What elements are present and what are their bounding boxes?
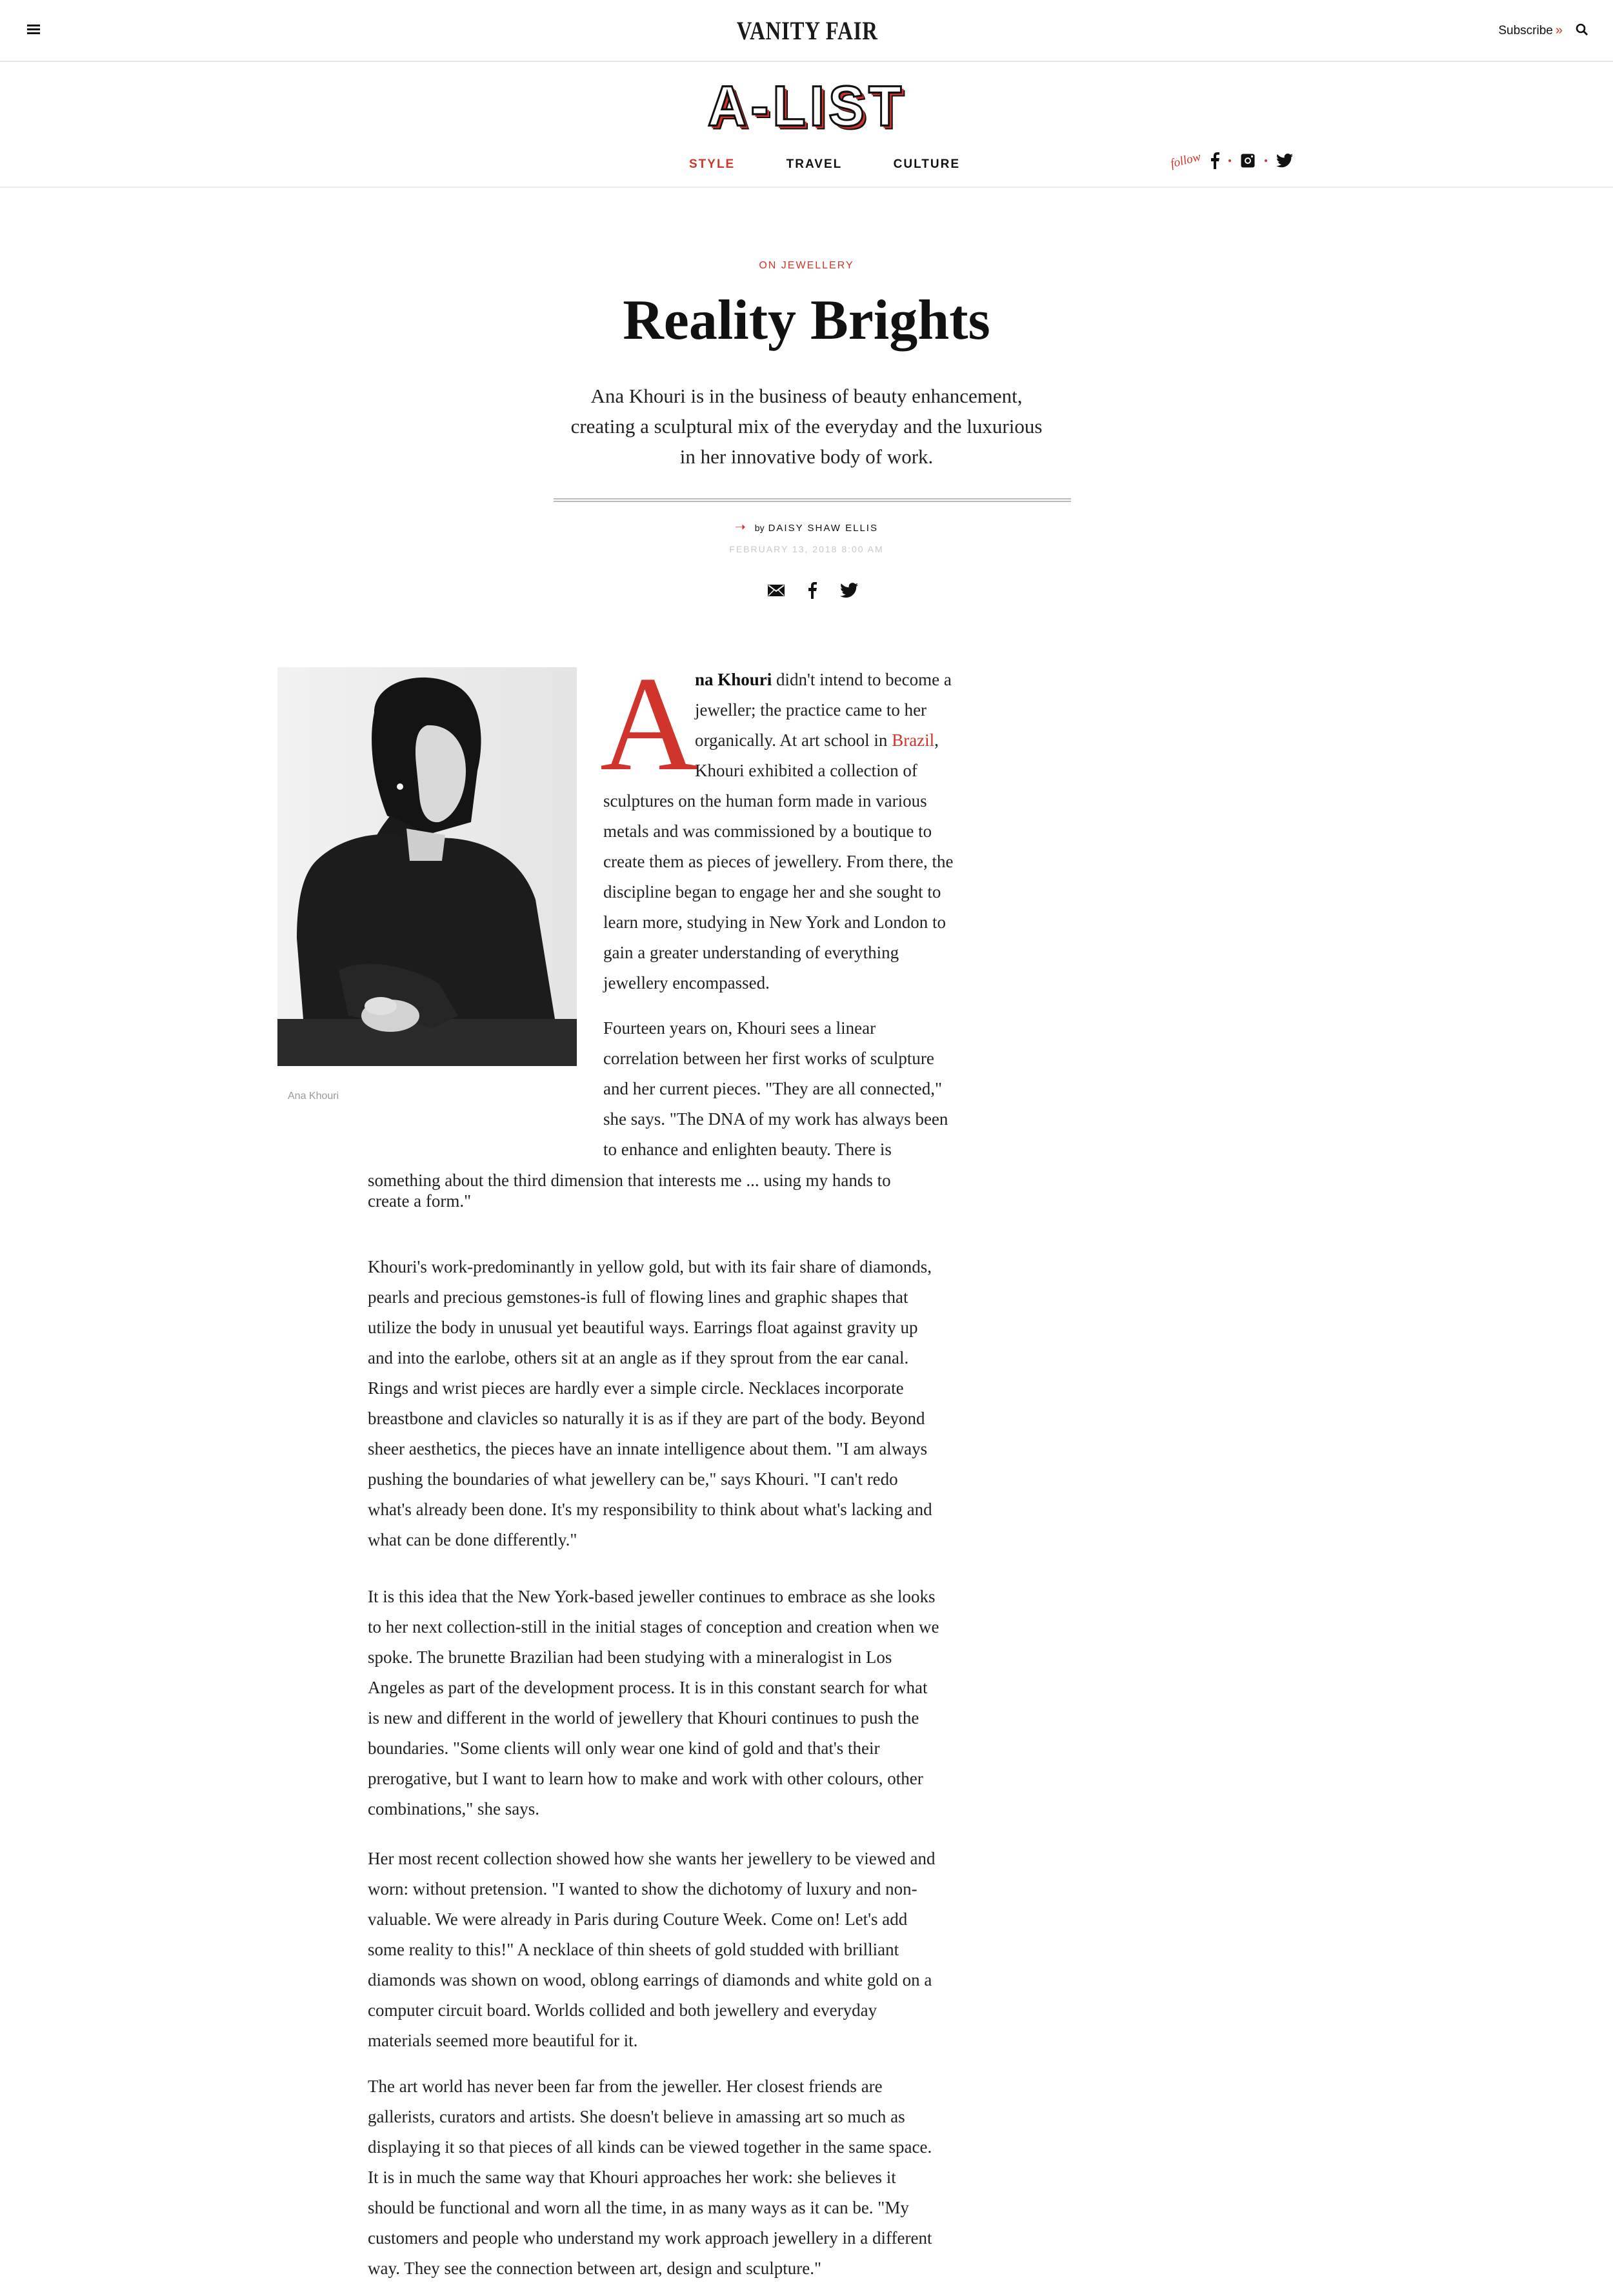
top-bar <box>0 0 1613 62</box>
chevron-right-icon: » <box>1555 23 1563 37</box>
paragraph-1: na Khouri didn't intend to become a jeweller; the practice came to her organically. At art school in Brazil, Khouri exhibited a collection of sculptures on the human form made in various metals and was commissioned by a boutique to create them as pieces of jewellery. From there, the discipline began to engage her and she sought to learn more, studying in New York and London to gain a greater understanding of everything jewellery encompassed. <box>603 670 954 992</box>
twitter-icon[interactable] <box>1276 154 1293 168</box>
paragraph-3: Khouri's work-predominantly in yellow gold, but with its fair share of diamonds, pearls and precious gemstones-is full of flowing lines and graphic shapes that utilize the body in unusual yet beautiful ways. Earrings float against gravity up and into the earlobe, others sit at an angle as if they sprout from the ear canal. Rings and wrist pieces are hardly ever a simple circle. Necklaces incorporate breastbone and clavicles so naturally it is as if they are part of the body. Beyond sheer aesthetics, the pieces have an innate intelligence about them. "I am always pushing the boundaries of what jewellery can be," says Khouri. "I can't redo what's already been done. It's my responsibility to think about what's lacking and what can be done differently." <box>368 1257 932 1549</box>
article-title: Reality Brights <box>623 289 990 352</box>
article-kicker[interactable]: ON JEWELLERY <box>759 260 854 271</box>
facebook-icon[interactable] <box>808 582 817 599</box>
publish-date: FEBRUARY 13, 2018 8:00 AM <box>729 544 884 554</box>
author-link[interactable]: DAISY SHAW ELLIS <box>768 523 878 534</box>
instagram-icon[interactable] <box>1240 153 1256 168</box>
dek-line: Ana Khouri is in the business of beauty enhancement, <box>590 385 1023 407</box>
paragraph-5: Her most recent collection showed how she wants her jewellery to be viewed and worn: without pretension. "I wanted to show the dichotomy of luxury and non- valuable. We were already in Paris during Couture Week. Come on! Let's add some reality to this!" A necklace of thin sheets of gold studded with brilliant diamonds was shown on wood, oblong earrings of diamonds and white gold on a computer circuit board. Worlds collided and both jewellery and everyday materials seemed more beautiful for it. <box>368 1849 936 2050</box>
section-logo[interactable]: A-LIST <box>707 74 906 138</box>
dek-line: creating a sculptural mix of the everyday and the luxurious <box>570 415 1043 438</box>
photo-caption: Ana Khouri <box>288 1091 339 1102</box>
nav-style[interactable]: STYLE <box>689 157 736 171</box>
facebook-icon[interactable] <box>1210 152 1219 169</box>
paragraph-2: Fourteen years on, Khouri sees a linear correlation between her first works of sculpture and her current pieces. "They are all connected," she says. "The DNA of my work has always been to enhance and enlighten beauty. There is <box>603 1018 948 1159</box>
portrait-photo <box>277 667 577 1066</box>
section-nav <box>689 157 960 172</box>
portrait-illustration <box>277 667 577 1066</box>
drop-cap: A <box>600 649 698 799</box>
dek-line: in her innovative body of work. <box>679 445 934 468</box>
subscribe-label: Subscribe <box>1498 24 1553 37</box>
nav-culture[interactable]: CULTURE <box>893 157 960 171</box>
paragraph-2-tail: something about the third dimension that interests me ... using my hands to create a form." <box>368 1171 891 1211</box>
brazil-link[interactable]: Brazil <box>892 730 935 750</box>
paragraph-4: It is this idea that the New York-based jeweller continues to embrace as she looks to her next collection-still in the initial stages of conception and creation when we spoke. The brunette Brazilian had been studying with a mineralogist in Los Angeles as part of the development process. It is in this constant search for what is new and different in the world of jewellery that Khouri continues to push the boundaries. "Some clients will only wear one kind of gold and that's their prerogative, but I want to learn how to make and work with other colours, other combinations," she says. <box>368 1587 939 1818</box>
email-icon[interactable] <box>768 585 785 596</box>
hamburger-menu-icon[interactable] <box>27 25 40 35</box>
article-dek <box>548 381 1065 472</box>
share-bar <box>768 582 858 599</box>
brand-logo[interactable]: VANITY FAIR <box>736 16 878 45</box>
follow-label: follow <box>1169 150 1203 171</box>
nav-divider <box>0 186 1613 188</box>
subject-name: na Khouri <box>695 670 772 689</box>
byline-prefix: by <box>754 523 765 533</box>
separator-dot <box>1228 159 1231 162</box>
arrow-right-icon: ➝ <box>735 520 746 534</box>
dek-divider <box>554 498 1071 502</box>
search-icon[interactable] <box>1574 22 1590 37</box>
social-follow <box>1170 152 1293 169</box>
separator-dot <box>1265 159 1267 162</box>
byline <box>0 519 1613 535</box>
nav-travel[interactable]: TRAVEL <box>786 157 843 171</box>
subscribe-link[interactable] <box>1498 23 1563 38</box>
twitter-icon[interactable] <box>840 583 858 598</box>
paragraph-6: The art world has never been far from the jeweller. Her closest friends are gallerists, curators and artists. She doesn't believe in amassing art so much as displaying it so that pieces of all kinds can be viewed together in the same space. It is in much the same way that Khouri approaches her work: she believes it should be functional and worn all the time, in as many ways as it can be. "My customers and people who understand my work approach jewellery in a different way. They see the connection between art, design and sculpture." <box>368 2077 932 2278</box>
